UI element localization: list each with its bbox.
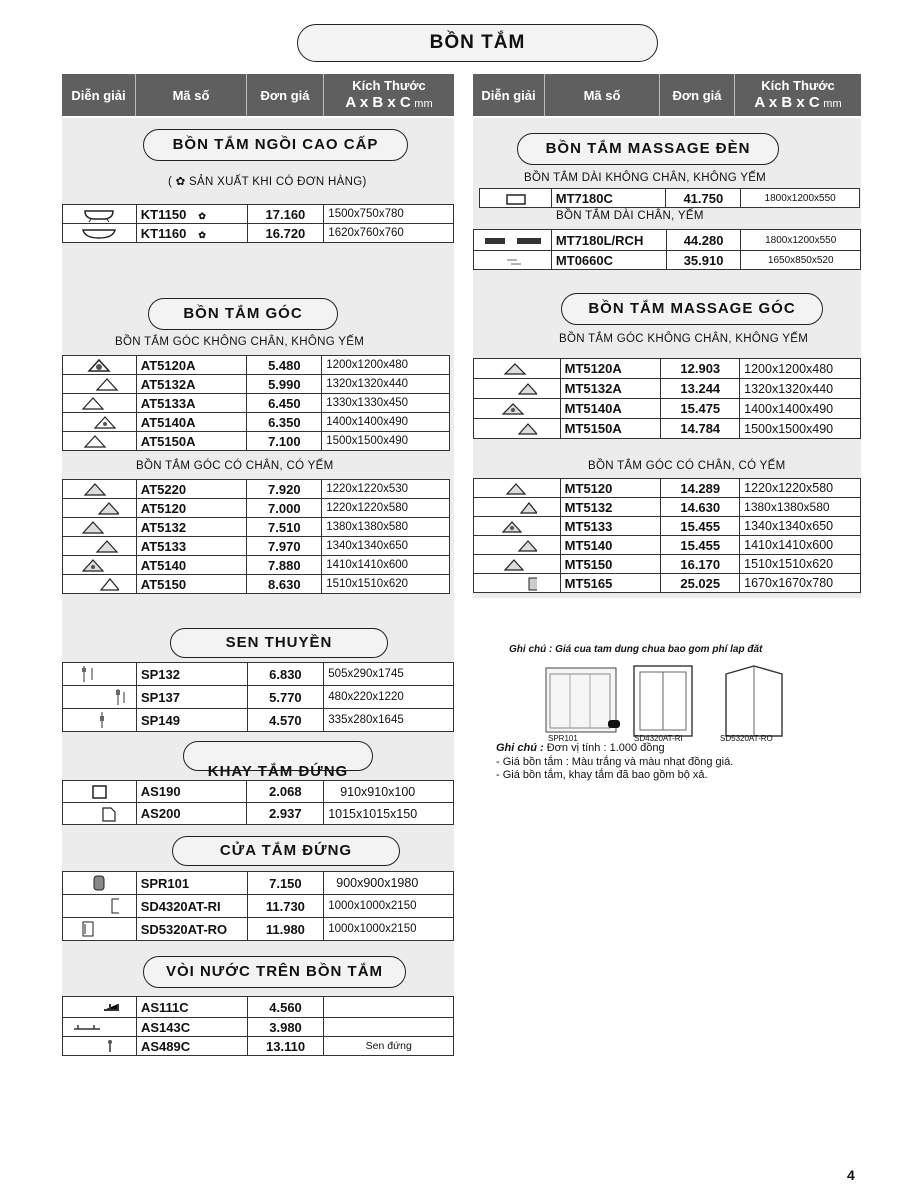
product-size: 1320x1320x440 [322,375,450,394]
product-code: MT5132A [560,379,661,399]
product-code: SD5320AT-RO [136,918,247,941]
corner-tub-icon [63,375,137,394]
section-sub-mgoc-1: BỒN TẮM GÓC KHÔNG CHÂN, KHÔNG YẾM [559,333,809,345]
section-title-cua: CỬA TẮM ĐỨNG [172,836,400,866]
header-ma-so: Mã số [545,74,660,116]
table-mgoc-2 [473,478,861,593]
shower-set-icon [63,663,137,686]
product-code: AS143C [136,1018,247,1037]
product-code: MT0660C [551,251,666,270]
product-code: AT5132A [136,375,247,394]
table-row [63,432,450,451]
bathtub-freestanding-icon [63,224,137,243]
table-row [63,224,454,243]
product-size: 1510x1510x620 [322,575,450,594]
header-don-gia: Đơn giá [660,74,735,116]
product-price: 11.730 [247,895,324,918]
header-kich-thuoc [735,74,861,116]
product-price: 7.880 [247,556,322,575]
section-sub-mgoc-2: BỒN TẮM GÓC CÓ CHÂN, CÓ YẾM [588,460,786,472]
product-size: 1340x1340x650 [740,517,861,536]
shower-tray-corner-icon [63,803,137,825]
table-row [63,686,454,709]
code-text: KT1160 [140,225,187,241]
product-code: SP149 [136,709,247,732]
product-price: 16.720 [247,224,324,243]
shower-enclosure-icon [63,918,137,941]
product-price: 15.455 [661,517,740,536]
product-code: MT5140 [560,536,661,555]
table-row [474,479,861,498]
product-code: AT5140 [136,556,247,575]
header-kich-thuoc [324,74,454,116]
product-code: AT5120A [136,356,247,375]
product-code [136,205,247,224]
product-price: 6.450 [247,394,322,413]
product-price: 5.480 [247,356,322,375]
product-size: 1500x750x780 [324,205,454,224]
product-price: 15.475 [661,399,740,419]
section-note-ngoi: ( ✿ SẢN XUẤT KHI CÓ ĐƠN HÀNG) [168,176,367,188]
corner-tub-icon [63,480,137,499]
product-price: 11.980 [247,918,324,941]
product-price: 16.170 [661,555,740,574]
header-dien-giai: Diễn giải [473,74,545,116]
product-price: 7.920 [247,480,322,499]
corner-massage-tub-icon [474,536,561,555]
product-size: 900x900x1980 [324,872,454,895]
table-row [63,1037,454,1056]
table-den-2 [473,229,861,270]
product-price: 8.630 [247,575,322,594]
product-size: 1320x1320x440 [740,379,861,399]
note-line-1: - Giá bồn tắm : Màu trắng và màu nhạt đồng giá. [496,756,734,768]
product-code: AS200 [136,803,247,825]
product-price: 7.150 [247,872,324,895]
enclosure-label: SD4320AT-RI [634,734,683,743]
shower-set-icon [63,686,137,709]
product-code: MT5150 [560,555,661,574]
product-size [324,1018,454,1037]
enclosure-label: SD5320AT-RO [720,734,773,743]
product-price: 12.903 [661,359,740,379]
product-size: 1510x1510x620 [740,555,861,574]
product-size: 1410x1410x600 [740,536,861,555]
product-price: 4.570 [247,709,324,732]
page-number: 4 [847,1167,855,1183]
table-row [474,419,861,439]
note-top: Ghi chú : Giá cua tam dung chua bao gom phí lap đăt [509,644,763,655]
product-size: 1800x1200x550 [741,189,860,208]
product-size: 1015x1015x150 [324,803,454,825]
product-price: 7.510 [247,518,322,537]
corner-massage-tub-icon [474,359,561,379]
table-row [63,803,454,825]
page-title: BỒN TẮM [297,24,658,62]
product-price: 13.110 [247,1037,324,1056]
product-price: 4.560 [247,997,324,1018]
product-code: AT5132 [136,518,247,537]
product-code: SP132 [136,663,247,686]
table-row [63,709,454,732]
product-code: SD4320AT-RI [136,895,247,918]
corner-massage-tub-icon [474,517,561,536]
table-voi [62,996,454,1056]
product-size: 1650x850x520 [741,251,861,270]
product-price: 7.970 [247,537,322,556]
product-size: 910x910x100 [324,781,454,803]
product-price: 14.630 [661,498,740,517]
product-code: AT5220 [136,480,247,499]
shower-tray-square-icon [63,781,137,803]
corner-tub-icon [63,432,137,451]
enclosure-label: SPR101 [548,734,578,743]
table-goc-2 [62,479,450,594]
right-table-header [473,74,861,116]
table-row [63,356,450,375]
shower-set-icon [63,709,137,732]
product-code: MT5133 [560,517,661,536]
table-row [63,375,450,394]
shower-enclosure-images [540,660,800,742]
shower-enclosure-icon [63,895,137,918]
product-code: MT7180L/RCH [551,230,666,251]
product-code: AT5150A [136,432,247,451]
faucet-icon [63,1018,137,1037]
table-row [474,379,861,399]
product-price: 7.000 [247,499,322,518]
header-don-gia: Đơn giá [247,74,324,116]
table-row [474,517,861,536]
product-size: 1000x1000x2150 [324,895,454,918]
table-row [474,230,861,251]
product-code: SPR101 [136,872,247,895]
table-row [63,394,450,413]
product-code: MT5120 [560,479,661,498]
oval-tub-icon [474,251,552,270]
product-size [324,997,454,1018]
product-size: 1410x1410x600 [322,556,450,575]
table-sen [62,662,454,732]
product-size: 1000x1000x2150 [324,918,454,941]
header-axbxc: A x B x C [754,94,820,111]
table-row [63,663,454,686]
corner-massage-tub-icon [474,419,561,439]
corner-tub-icon [63,556,137,575]
product-size: 1800x1200x550 [741,230,861,251]
product-price: 2.937 [247,803,324,825]
left-table-header [62,74,454,116]
corner-massage-tub-icon [474,379,561,399]
section-title-goc: BỒN TẮM GÓC [148,298,338,330]
header-mm: mm [414,98,433,110]
table-khay [62,780,454,825]
table-row [480,189,860,208]
product-code: AT5120 [136,499,247,518]
table-row [63,205,454,224]
corner-tub-icon [63,575,137,594]
shower-enclosure-drawings [540,660,800,742]
header-kich-thuoc-label: Kích Thước [761,78,835,93]
section-title-massage-den: BỒN TẮM MASSAGE ĐÈN [517,133,779,165]
product-size: 1220x1220x580 [740,479,861,498]
product-price: 7.100 [247,432,322,451]
rectangular-tub-icon [480,189,552,208]
table-row [474,498,861,517]
header-axbxc: A x B x C [345,94,411,111]
table-goc-1 [62,355,450,451]
section-title-voi: VÒI NƯỚC TRÊN BỒN TẮM [143,956,406,988]
table-row [474,399,861,419]
corner-tub-icon [63,356,137,375]
table-row [63,499,450,518]
product-code: AS489C [136,1037,247,1056]
product-size: 1200x1200x480 [740,359,861,379]
product-size: 1220x1220x580 [322,499,450,518]
product-price: 17.160 [247,205,324,224]
table-row [63,575,450,594]
table-row [474,574,861,593]
product-price: 6.830 [247,663,324,686]
table-row [474,251,861,270]
section-title-sen: SEN THUYỀN [170,628,388,658]
table-row [63,556,450,575]
bathtub-clawfoot-icon [63,205,137,224]
product-price: 35.910 [666,251,741,270]
section-sub-den-1: BỒN TẮM DÀI KHÔNG CHÂN, KHÔNG YẾM [524,172,767,184]
product-code: AS111C [136,997,247,1018]
product-size: 1200x1200x480 [322,356,450,375]
section-sub-goc-2: BỒN TẮM GÓC CÓ CHÂN, CÓ YẾM [136,460,334,472]
section-title-massage-goc: BỒN TẮM MASSAGE GÓC [561,293,823,325]
product-price: 6.350 [247,413,322,432]
section-title-ngoi: BỒN TẮM NGỒI CAO CẤP [143,129,408,161]
product-size: 1400x1400x490 [322,413,450,432]
shower-enclosure-round-icon [63,872,137,895]
product-price: 5.990 [247,375,322,394]
product-price: 3.980 [247,1018,324,1037]
table-row [63,518,450,537]
table-row [474,359,861,379]
product-code: AT5133 [136,537,247,556]
product-code: MT5165 [560,574,661,593]
product-size: 335x280x1645 [324,709,454,732]
product-code: MT5150A [560,419,661,439]
header-ma-so: Mã số [136,74,247,116]
product-code: MT5132 [560,498,661,517]
product-price: 41.750 [666,189,741,208]
table-row [474,555,861,574]
product-size: 480x220x1220 [324,686,454,709]
corner-massage-tub-icon [474,399,561,419]
section-sub-den-2: BỒN TẮM DÀI CHÂN, YẾM [556,210,704,222]
product-code: AT5150 [136,575,247,594]
ghi-chu-text: Đơn vị tính : 1.000 đồng [546,742,665,754]
product-code: AT5133A [136,394,247,413]
table-row [63,918,454,941]
corner-tub-icon [63,499,137,518]
product-size: 1620x760x760 [324,224,454,243]
table-row [63,872,454,895]
product-price: 14.289 [661,479,740,498]
table-row [63,480,450,499]
note-line-2: - Giá bồn tắm, khay tắm đã bao gồm bộ xả. [496,769,708,781]
star-icon: ✿ [198,229,206,240]
standing-shower-icon [63,1037,137,1056]
header-dien-giai: Diễn giải [62,74,136,116]
table-den-1 [479,188,860,208]
product-code: MT7180C [551,189,666,208]
product-size: 1500x1500x490 [740,419,861,439]
table-row [63,537,450,556]
product-size: 1330x1330x450 [322,394,450,413]
corner-massage-tub-icon [474,479,561,498]
table-cua [62,871,454,941]
product-size: 1340x1340x650 [322,537,450,556]
product-size: 1380x1380x580 [740,498,861,517]
star-icon: ✿ [198,210,206,221]
table-row [63,997,454,1018]
product-price: 14.784 [661,419,740,439]
corner-tub-icon [63,518,137,537]
corner-massage-tub-icon [474,498,561,517]
corner-tub-icon [63,394,137,413]
product-size: 1500x1500x490 [322,432,450,451]
product-code [136,224,247,243]
product-size: 1400x1400x490 [740,399,861,419]
header-mm: mm [823,98,842,110]
section-sub-goc-1: BỒN TẮM GÓC KHÔNG CHÂN, KHÔNG YẾM [115,336,365,348]
table-mgoc-1 [473,358,861,439]
product-price: 25.025 [661,574,740,593]
product-price: 5.770 [247,686,324,709]
note-ghi-chu [496,742,665,754]
corner-massage-tub-icon [474,555,561,574]
table-row [63,1018,454,1037]
ghi-chu-label: Ghi chú : [496,742,544,754]
table-row [63,413,450,432]
table-ngoi [62,204,454,243]
product-price: 2.068 [247,781,324,803]
product-size: 1670x1670x780 [740,574,861,593]
rectangular-tub-icon [474,230,552,251]
product-size: 1220x1220x530 [322,480,450,499]
table-row [63,781,454,803]
code-text: KT1150 [140,206,187,222]
product-size: 505x290x1745 [324,663,454,686]
table-row [474,536,861,555]
product-price: 44.280 [666,230,741,251]
faucet-icon [63,997,137,1018]
table-row [63,895,454,918]
product-code: SP137 [136,686,247,709]
header-kich-thuoc-label: Kích Thước [352,78,426,93]
product-price: 15.455 [661,536,740,555]
product-code: AS190 [136,781,247,803]
product-code: MT5140A [560,399,661,419]
section-title-khay: KHAY TẮM ĐỨNG [183,741,373,771]
product-price: 13.244 [661,379,740,399]
product-code: AT5140A [136,413,247,432]
corner-tub-icon [63,537,137,556]
product-code: MT5120A [560,359,661,379]
corner-tub-icon [63,413,137,432]
product-size: Sen đứng [324,1037,454,1056]
corner-massage-tub-icon [474,574,561,593]
product-size: 1380x1380x580 [322,518,450,537]
